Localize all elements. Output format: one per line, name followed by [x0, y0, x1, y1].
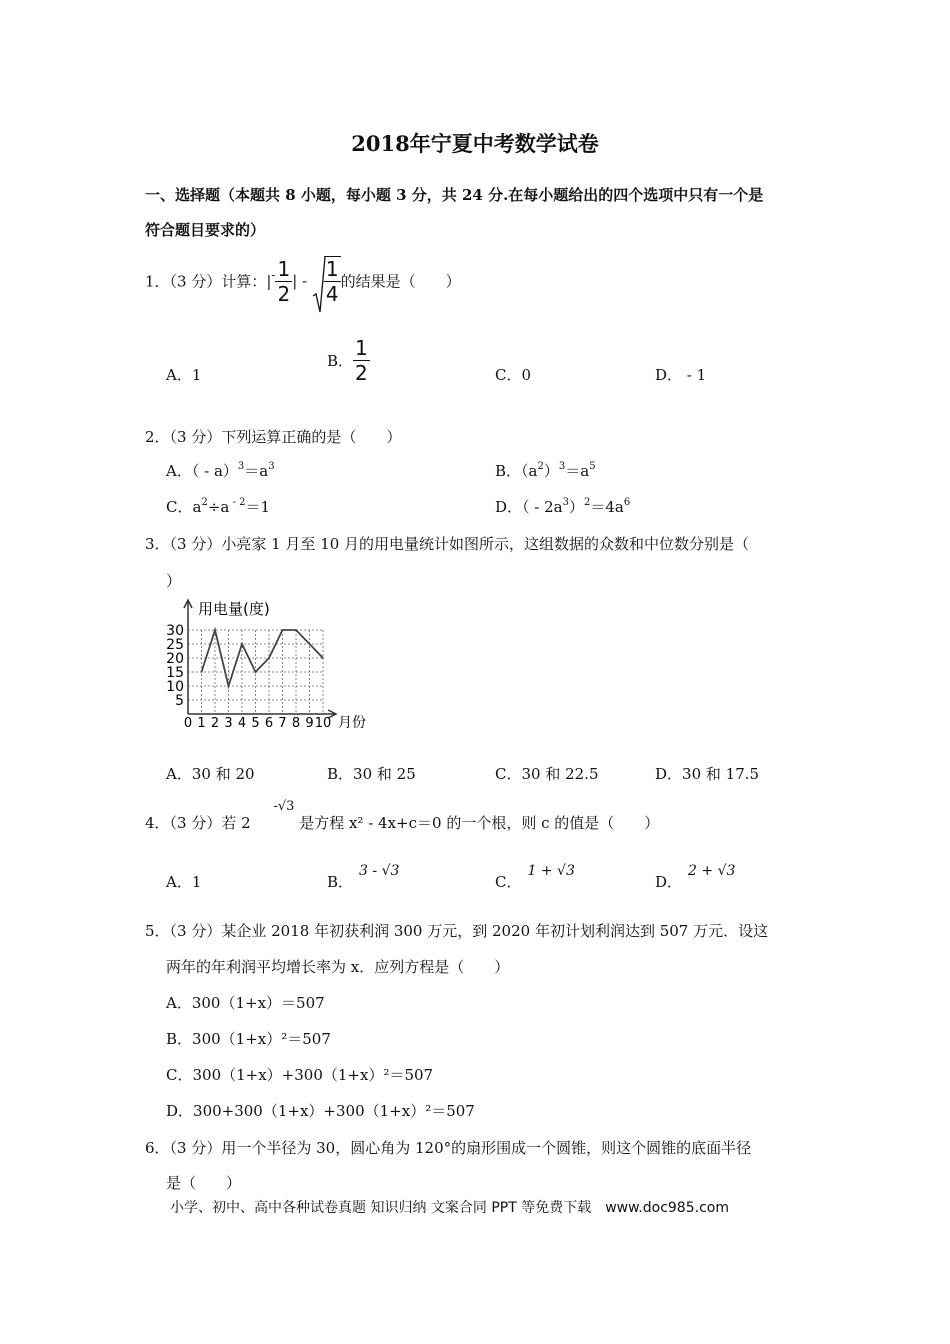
x-tick-label: 8 — [291, 716, 301, 731]
x-tick-label: 6 — [264, 716, 274, 731]
x-tick-label: 4 — [237, 716, 247, 731]
q5-option-c: C．300（1+x）+300（1+x）²＝507 — [166, 1066, 434, 1084]
y-tick-label: 10 — [166, 679, 184, 695]
data-point — [322, 657, 324, 659]
y-tick-label: 5 — [175, 693, 184, 709]
data-point — [228, 685, 230, 687]
q1-minus: - — [271, 268, 276, 282]
q1-option-c: C．0 — [495, 366, 532, 384]
q5-option-d: D．300+300（1+x）+300（1+x）²＝507 — [166, 1102, 475, 1120]
q2-option-c: C．$a^2\div a$ $^{- 2}$＝1 — [166, 497, 270, 516]
q3-option-c: C．30 和 22.5 — [495, 765, 599, 783]
x-tick-label: 3 — [224, 716, 233, 731]
y-tick-label: 30 — [166, 623, 184, 639]
question-5: 5．（3 分）某企业 2018 年初获利润 300 万元，到 2020 年初计划利润达到 507 万元．设这 — [145, 922, 769, 940]
data-point — [268, 657, 270, 659]
data-point — [295, 629, 297, 631]
q4-exponent: -√3 — [273, 799, 295, 814]
q2-option-a: A．（ - $a)^3=a^3$ — [166, 461, 275, 480]
q4-option-a: A．1 — [166, 873, 202, 891]
q1-option-b: B． $\frac{1}{2}$ — [327, 336, 368, 385]
q3-option-d: D．30 和 17.5 — [655, 765, 760, 783]
y-axis-label: 用电量(度) — [198, 600, 270, 618]
q4-option-b: B．3 - √3 — [327, 863, 400, 891]
data-point — [255, 671, 257, 673]
q1-sqrt: $\frac{1}{4}$ — [312, 256, 341, 306]
q3-option-b: B．30 和 25 — [327, 765, 416, 783]
q1-mid: | - — [292, 272, 308, 290]
x-tick-label: 2 — [210, 716, 220, 731]
q2-option-b: B．$(a^2)^3=a^5$ — [495, 461, 596, 480]
x-tick-label: 10 — [314, 716, 332, 731]
footer-promo-text: 小学、初中、高中各种试卷真题 知识归纳 文案合同 PPT 等免费下载 www.doc985.com — [170, 1200, 729, 1216]
question-6: 6．（3 分）用一个半径为 30，圆心角为 120°的扇形围成一个圆锥，则这个圆锥的底面半径 — [145, 1139, 752, 1157]
section-heading-line1: 一、选择题（本题共 8 小题，每小题 3 分，共 24 分.在每小题给出的四个选项中只有一个是 — [145, 186, 764, 204]
q1-option-a: A．1 — [166, 366, 202, 384]
q3-option-a: A．30 和 20 — [166, 765, 255, 783]
page-title: 2018年宁夏中考数学试卷 — [351, 131, 599, 156]
data-point — [201, 671, 203, 673]
q4-option-c: C．1 + √3 — [495, 863, 575, 891]
sqrt-sign-icon — [312, 256, 326, 314]
y-tick-label: 20 — [166, 651, 184, 667]
question-5-line2: 两年的年利润平均增长率为 x．应列方程是（ ） — [166, 958, 510, 976]
x-tick-label: 0 — [183, 716, 193, 731]
q5-option-a: A．300（1+x）＝507 — [166, 994, 325, 1012]
electricity-usage-chart — [160, 596, 380, 736]
data-point — [241, 643, 243, 645]
x-tick-label: 7 — [278, 716, 287, 731]
x-tick-label: 1 — [197, 716, 206, 731]
q1-prefix: 1．（3 分）计算：| — [145, 272, 272, 291]
x-tick-label: 9 — [305, 716, 314, 731]
q5-option-b: B．300（1+x）²＝507 — [166, 1030, 331, 1048]
q1-option-d: D． - 1 — [655, 366, 707, 384]
question-4: 4．（3 分）若 2 -√3 是方程 x² - 4x+c＝0 的一个根，则 c 的值是（ ） — [145, 799, 660, 832]
q4-option-d: D．2 + √3 — [655, 863, 736, 891]
section-heading-line2: 符合题目要求的） — [145, 221, 266, 239]
y-tick-label: 25 — [166, 637, 184, 653]
y-tick-label: 15 — [166, 665, 184, 681]
data-point — [309, 643, 311, 645]
question-6-line2: 是（ ） — [166, 1174, 242, 1192]
question-3: 3．（3 分）小亮家 1 月至 10 月的用电量统计如图所示，这组数据的众数和中位数分别是（ — [145, 535, 750, 553]
q1-suffix: 的结果是（ ） — [340, 272, 461, 291]
data-point — [214, 629, 216, 631]
question-3-close: ） — [166, 572, 182, 590]
q2-option-d: D．（ - $2a^3)^2=4a^6$ — [495, 497, 631, 516]
x-axis-label: 月份 — [338, 715, 366, 731]
q1-fraction-1: $\frac{1}{2}$ — [277, 256, 291, 306]
question-2: 2．（3 分）下列运算正确的是（ ） — [145, 428, 402, 446]
data-point — [282, 629, 284, 631]
question-1 — [145, 256, 461, 306]
x-tick-label: 5 — [251, 716, 260, 731]
